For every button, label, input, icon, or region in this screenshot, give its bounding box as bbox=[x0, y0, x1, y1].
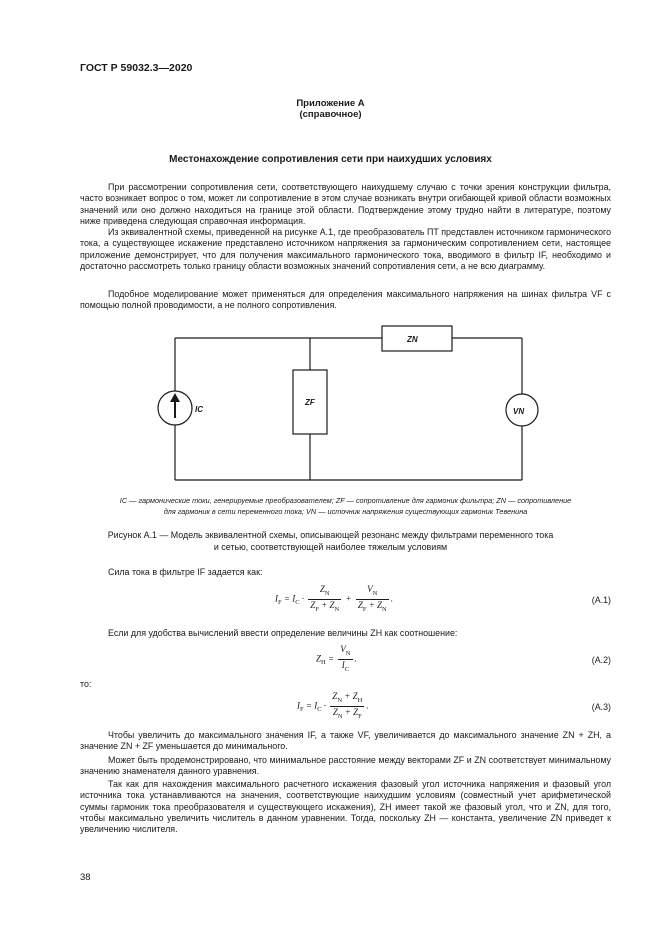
paragraph-9: Так как для нахождения максимального расчетного искажения фазовый угол источника напряжения и фазовый угол источника тока устанавливаются на значения, соответствующие наихудшим условиям (совместный учет арифметической суммы гармоник тока преобразователя и существующего искажения), ZH имеет такой же фазовый угол, что и ZN, для того, чтобы максимально увеличить числитель в данном уравнении. Тогда, поскольку ZH — константа, увеличение ZN приведет к увеличению числителя. bbox=[80, 779, 611, 835]
zf-label: ZF bbox=[305, 398, 315, 407]
ic-label: IC bbox=[195, 405, 203, 414]
legend-line-2: для гармоник в сети переменного тока; VN — источник напряжения существующих гармоник Тевенина bbox=[163, 507, 528, 516]
section-title: Местонахождение сопротивления сети при наихудших условиях bbox=[169, 154, 492, 165]
current-arrow-icon bbox=[170, 393, 180, 402]
equation-a3: $I_F = I_C$ · $\frac{Z_N + Z_H}{Z_N + Z_F}$ . bbox=[297, 691, 369, 720]
paragraph-2: Из эквивалентной схемы, приведенной на рисунке А.1, где преобразователь ПТ представлен источником гармонического тока, а существующее искажение представлено источником напряжения за гармоническим сопротивлением сети, настоящее приложение демонстрирует, что для получения максимального гармонического тока, вводимого в фильтр IF, необходимо и достаточно рассмотреть только границу области возможных значений сопротивления сети, а не всю диаграмму. bbox=[80, 227, 612, 271]
paragraph-5: Если для удобства вычислений ввести определение величины ZH как соотношение: bbox=[108, 628, 458, 638]
paragraph-7: Чтобы увеличить до максимального значения IF, а также VF, увеличивается до максимального значение ZN + ZH, а значение ZN + ZF уменьшается до минимального. bbox=[80, 730, 611, 752]
equation-a2: $Z_H$ = $\frac{V_N}{I_C}$ . bbox=[316, 644, 357, 673]
figure-caption-1: Рисунок А.1 — Модель эквивалентной схемы, описывающей резонанс между фильтрами переменного тока bbox=[107, 530, 554, 540]
page-number: 38 bbox=[80, 872, 91, 883]
zn-label: ZN bbox=[407, 335, 418, 344]
equation-a3-number: (A.3) bbox=[591, 702, 611, 712]
annex-subtitle: (справочное) bbox=[299, 109, 362, 120]
paragraph-1: При рассмотрении сопротивления сети, соответствующего наихудшему случаю с точки зрения конструкции фильтра, часто возникает вопрос о том, может ли сопротивление в этом случае возникать внутри огибающей кривой области возможных значений или оно должно находиться на границе этой области. Подтверждение этому трудно найти в литературе, поэтому ниже приведена следующая справочная информация. bbox=[80, 182, 611, 226]
legend-line-1: IC — гармонические токи, генерируемые преобразователем; ZF — сопротивление для гармоник фильтра; ZN — сопротивление bbox=[119, 496, 572, 505]
standard-header: ГОСТ Р 59032.3—2020 bbox=[80, 62, 193, 74]
equation-a2-number: (A.2) bbox=[591, 655, 611, 665]
vn-label: VN bbox=[513, 407, 525, 416]
paragraph-3: Подобное моделирование может применяться для определения максимального напряжения на шинах фильтра VF с помощью полной проводимости, а не полного сопротивления. bbox=[80, 289, 611, 311]
annex-title: Приложение А bbox=[296, 98, 365, 109]
figure-caption-2: и сетью, соответствующей наиболее тяжелым условиям bbox=[213, 542, 448, 552]
paragraph-8: Может быть продемонстрировано, что минимальное расстояние между векторами ZF и ZN соответствует минимальному значению знаменателя данного уравнения. bbox=[80, 755, 611, 777]
paragraph-4: Сила тока в фильтре IF задается как: bbox=[108, 567, 263, 577]
equivalent-circuit-diagram bbox=[145, 318, 555, 493]
paragraph-6: то: bbox=[80, 679, 92, 689]
equation-a1: $I_F = I_C$ · $\frac{Z_N}{Z_F + Z_N}$ + $\frac{V_N}{Z_F + Z_N}$ . bbox=[275, 584, 393, 613]
equation-a1-number: (A.1) bbox=[591, 595, 611, 605]
